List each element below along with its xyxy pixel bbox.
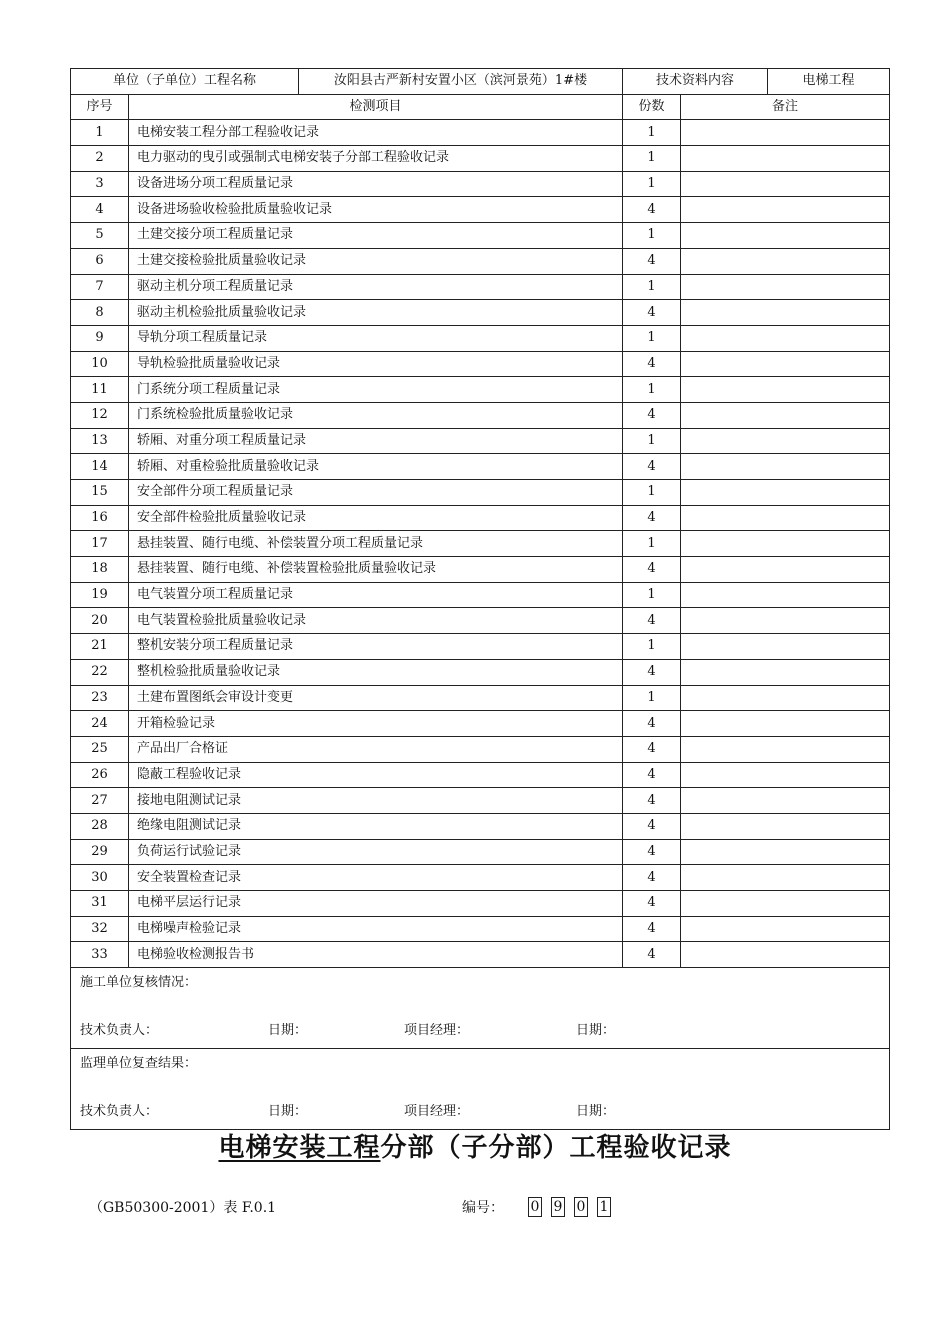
row-no: 8 — [71, 300, 129, 326]
row-remark — [681, 120, 890, 146]
row-remark — [681, 402, 890, 428]
row-remark — [681, 788, 890, 814]
table-row — [71, 813, 890, 839]
col-item-header: 检测项目 — [129, 94, 623, 120]
row-remark — [681, 891, 890, 917]
row-no: 22 — [71, 659, 129, 685]
row-item: 土建布置图纸会审设计变更 — [129, 685, 623, 711]
supervision-date2-label: 日期： — [576, 1104, 616, 1120]
table-row — [71, 120, 890, 146]
row-copies: 1 — [623, 146, 681, 172]
construction-signature-line — [80, 1022, 889, 1040]
table-row — [71, 480, 890, 506]
table-row — [71, 865, 890, 891]
row-copies: 1 — [623, 171, 681, 197]
row-item: 安全装置检查记录 — [129, 865, 623, 891]
row-item: 轿厢、对重分项工程质量记录 — [129, 428, 623, 454]
row-item: 电梯验收检测报告书 — [129, 942, 623, 968]
row-copies: 4 — [623, 711, 681, 737]
document-title-rest: 分部（子分部）工程验收记录 — [380, 1133, 732, 1163]
row-no: 13 — [71, 428, 129, 454]
supervision-review-cell — [71, 1049, 890, 1130]
row-remark — [681, 351, 890, 377]
row-no: 14 — [71, 454, 129, 480]
row-copies: 1 — [623, 428, 681, 454]
row-remark — [681, 634, 890, 660]
construction-pm-label: 项目经理： — [404, 1023, 470, 1039]
row-no: 23 — [71, 685, 129, 711]
row-item: 悬挂装置、随行电缆、补偿装置检验批质量验收记录 — [129, 557, 623, 583]
record-number-digit: 0 — [528, 1197, 542, 1217]
row-item: 电力驱动的曳引或强制式电梯安装子分部工程验收记录 — [129, 146, 623, 172]
table-row — [71, 531, 890, 557]
row-remark — [681, 685, 890, 711]
row-copies: 1 — [623, 480, 681, 506]
row-item: 土建交接检验批质量验收记录 — [129, 248, 623, 274]
table-row — [71, 891, 890, 917]
row-item: 设备进场分项工程质量记录 — [129, 171, 623, 197]
row-no: 5 — [71, 223, 129, 249]
construction-tech-lead-label: 技术负责人： — [80, 1023, 159, 1039]
row-item: 负荷运行试验记录 — [129, 839, 623, 865]
row-no: 30 — [71, 865, 129, 891]
row-no: 3 — [71, 171, 129, 197]
row-copies: 4 — [623, 197, 681, 223]
table-row — [71, 634, 890, 660]
row-copies: 4 — [623, 942, 681, 968]
table-row — [71, 557, 890, 583]
row-no: 6 — [71, 248, 129, 274]
table-row — [71, 762, 890, 788]
record-number-digit: 0 — [574, 1197, 588, 1217]
row-copies: 4 — [623, 916, 681, 942]
row-no: 33 — [71, 942, 129, 968]
row-copies: 1 — [623, 274, 681, 300]
row-item: 设备进场验收检验批质量验收记录 — [129, 197, 623, 223]
table-row — [71, 659, 890, 685]
row-item: 接地电阻测试记录 — [129, 788, 623, 814]
content-label: 技术资料内容 — [623, 69, 768, 95]
row-remark — [681, 942, 890, 968]
row-item: 开箱检验记录 — [129, 711, 623, 737]
table-row — [71, 171, 890, 197]
row-no: 2 — [71, 146, 129, 172]
row-copies: 4 — [623, 300, 681, 326]
row-remark — [681, 377, 890, 403]
table-row — [71, 839, 890, 865]
row-copies: 4 — [623, 839, 681, 865]
table-row — [71, 428, 890, 454]
row-copies: 1 — [623, 685, 681, 711]
row-copies: 1 — [623, 223, 681, 249]
row-remark — [681, 248, 890, 274]
table-row — [71, 685, 890, 711]
row-no: 17 — [71, 531, 129, 557]
row-no: 11 — [71, 377, 129, 403]
row-copies: 4 — [623, 813, 681, 839]
table-row — [71, 402, 890, 428]
row-remark — [681, 223, 890, 249]
project-name: 汝阳县古严新村安置小区（滨河景苑）1#楼 — [299, 69, 623, 95]
row-remark — [681, 505, 890, 531]
table-row — [71, 916, 890, 942]
row-item: 轿厢、对重检验批质量验收记录 — [129, 454, 623, 480]
row-copies: 4 — [623, 659, 681, 685]
row-item: 土建交接分项工程质量记录 — [129, 223, 623, 249]
construction-review-row — [71, 968, 890, 1049]
row-remark — [681, 171, 890, 197]
table-row — [71, 223, 890, 249]
row-copies: 1 — [623, 325, 681, 351]
row-remark — [681, 480, 890, 506]
table-row — [71, 788, 890, 814]
row-no: 4 — [71, 197, 129, 223]
row-copies: 4 — [623, 736, 681, 762]
construction-review-title: 施工单位复核情况： — [80, 975, 198, 991]
table-row — [71, 351, 890, 377]
row-copies: 4 — [623, 505, 681, 531]
row-no: 1 — [71, 120, 129, 146]
row-no: 9 — [71, 325, 129, 351]
table-row — [71, 505, 890, 531]
row-item: 电梯安装工程分部工程验收记录 — [129, 120, 623, 146]
row-no: 7 — [71, 274, 129, 300]
table-row — [71, 248, 890, 274]
row-copies: 4 — [623, 557, 681, 583]
row-copies: 1 — [623, 582, 681, 608]
row-remark — [681, 300, 890, 326]
row-remark — [681, 582, 890, 608]
row-item: 隐蔽工程验收记录 — [129, 762, 623, 788]
row-item: 门系统检验批质量验收记录 — [129, 402, 623, 428]
row-no: 18 — [71, 557, 129, 583]
row-copies: 4 — [623, 608, 681, 634]
row-remark — [681, 865, 890, 891]
row-copies: 4 — [623, 891, 681, 917]
row-no: 32 — [71, 916, 129, 942]
record-number-digit: 1 — [597, 1197, 611, 1217]
row-no: 29 — [71, 839, 129, 865]
row-remark — [681, 146, 890, 172]
construction-review-cell — [71, 968, 890, 1049]
row-item: 电气装置检验批质量验收记录 — [129, 608, 623, 634]
supervision-pm-label: 项目经理： — [404, 1104, 470, 1120]
header-row — [71, 69, 890, 95]
table-row — [71, 608, 890, 634]
record-number-label: 编号： — [462, 1200, 504, 1216]
row-copies: 4 — [623, 351, 681, 377]
row-item: 整机检验批质量验收记录 — [129, 659, 623, 685]
row-item: 驱动主机检验批质量验收记录 — [129, 300, 623, 326]
row-copies: 1 — [623, 531, 681, 557]
project-name-label: 单位（子单位）工程名称 — [71, 69, 299, 95]
row-no: 26 — [71, 762, 129, 788]
row-remark — [681, 659, 890, 685]
row-no: 24 — [71, 711, 129, 737]
col-remark-header: 备注 — [681, 94, 890, 120]
table-row — [71, 454, 890, 480]
standard-reference: （GB50300-2001）表 F.0.1 — [89, 1200, 277, 1216]
row-copies: 1 — [623, 634, 681, 660]
row-no: 25 — [71, 736, 129, 762]
acceptance-record-table — [70, 68, 890, 1130]
row-item: 绝缘电阻测试记录 — [129, 813, 623, 839]
row-item: 安全部件检验批质量验收记录 — [129, 505, 623, 531]
table-row — [71, 274, 890, 300]
row-no: 20 — [71, 608, 129, 634]
table-row — [71, 942, 890, 968]
table-row — [71, 300, 890, 326]
row-item: 安全部件分项工程质量记录 — [129, 480, 623, 506]
row-remark — [681, 711, 890, 737]
row-remark — [681, 557, 890, 583]
row-no: 31 — [71, 891, 129, 917]
row-remark — [681, 197, 890, 223]
row-copies: 4 — [623, 402, 681, 428]
row-remark — [681, 454, 890, 480]
row-remark — [681, 916, 890, 942]
row-no: 12 — [71, 402, 129, 428]
table-row — [71, 377, 890, 403]
row-no: 15 — [71, 480, 129, 506]
row-no: 28 — [71, 813, 129, 839]
row-remark — [681, 531, 890, 557]
column-header-row — [71, 94, 890, 120]
row-remark — [681, 608, 890, 634]
row-no: 19 — [71, 582, 129, 608]
row-item: 产品出厂合格证 — [129, 736, 623, 762]
row-item: 电气装置分项工程质量记录 — [129, 582, 623, 608]
table-row — [71, 711, 890, 737]
row-item: 电梯平层运行记录 — [129, 891, 623, 917]
construction-date1-label: 日期： — [268, 1023, 308, 1039]
row-item: 导轨检验批质量验收记录 — [129, 351, 623, 377]
col-copies-header: 份数 — [623, 94, 681, 120]
row-remark — [681, 736, 890, 762]
row-copies: 1 — [623, 377, 681, 403]
supervision-review-title: 监理单位复查结果： — [80, 1056, 198, 1072]
row-no: 27 — [71, 788, 129, 814]
row-no: 16 — [71, 505, 129, 531]
row-item: 导轨分项工程质量记录 — [129, 325, 623, 351]
table-row — [71, 582, 890, 608]
row-remark — [681, 428, 890, 454]
supervision-tech-lead-label: 技术负责人： — [80, 1104, 159, 1120]
supervision-date1-label: 日期： — [268, 1104, 308, 1120]
content-value: 电梯工程 — [768, 69, 890, 95]
supervision-signature-line — [80, 1103, 889, 1121]
table-row — [71, 197, 890, 223]
row-remark — [681, 274, 890, 300]
row-no: 10 — [71, 351, 129, 377]
construction-date2-label: 日期： — [576, 1023, 616, 1039]
record-number-digit: 9 — [551, 1197, 565, 1217]
row-item: 整机安装分项工程质量记录 — [129, 634, 623, 660]
row-remark — [681, 762, 890, 788]
row-item: 电梯噪声检验记录 — [129, 916, 623, 942]
row-remark — [681, 839, 890, 865]
row-item: 门系统分项工程质量记录 — [129, 377, 623, 403]
document-title — [0, 1127, 950, 1164]
table-row — [71, 325, 890, 351]
row-item: 驱动主机分项工程质量记录 — [129, 274, 623, 300]
document-title-underlined: 电梯安装工程 — [218, 1133, 381, 1163]
row-copies: 1 — [623, 120, 681, 146]
row-remark — [681, 813, 890, 839]
row-copies: 4 — [623, 454, 681, 480]
row-copies: 4 — [623, 865, 681, 891]
row-remark — [681, 325, 890, 351]
row-copies: 4 — [623, 248, 681, 274]
row-no: 21 — [71, 634, 129, 660]
supervision-review-row — [71, 1049, 890, 1130]
row-copies: 4 — [623, 788, 681, 814]
row-item: 悬挂装置、随行电缆、补偿装置分项工程质量记录 — [129, 531, 623, 557]
table-row — [71, 736, 890, 762]
row-copies: 4 — [623, 762, 681, 788]
table-row — [71, 146, 890, 172]
col-no-header: 序号 — [71, 94, 129, 120]
